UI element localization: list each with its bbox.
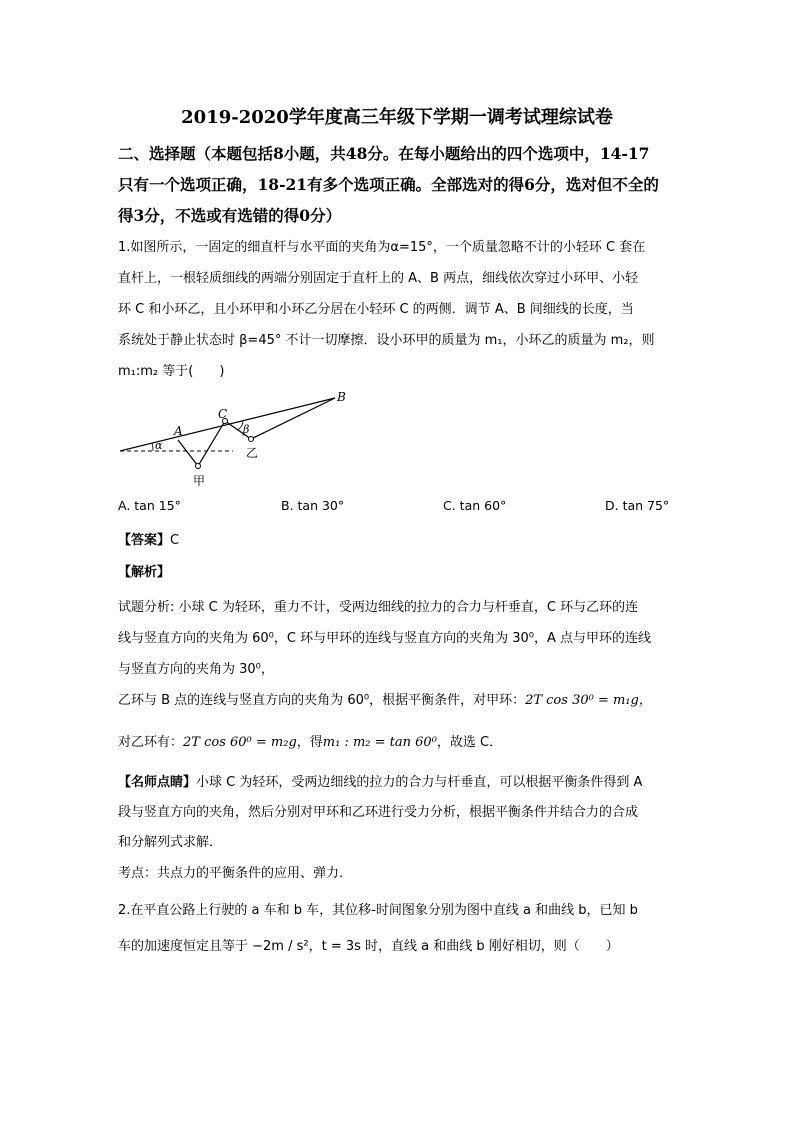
question-line: 直杆上，一根轻质细线的两端分别固定于直杆上的 A、B 两点，细线依次穿过小环甲、小轻 [118,271,639,286]
tip-tag: 【名师点睛】 [118,775,197,790]
tip-line: 和分解列式求解． [118,835,223,850]
option-a: A. tan 15° [118,498,181,513]
answer-tag: 【答案】 [118,533,171,548]
question-1-text [118,232,655,387]
section-header-line: 二、选择题（本题包括8小题，共48分。在每小题给出的四个选项中，14-17 [118,144,650,163]
question-2-text [118,893,638,965]
analysis-line: 试题分析: 小球 C 为轻环，重力不计，受两边细线的拉力的合力与杆垂直，C 环与乙环的连 [118,600,639,615]
analysis-text [118,592,651,685]
kaodian-line: 考点：共点力的平衡条件的应用、弹力． [118,866,353,881]
question-line: 2.在平直公路上行驶的 a 车和 b 车，其位移-时间图象分别为图中直线 a 和曲线 b，已知 b [118,903,638,918]
answer-value: C [170,533,180,548]
label-a: A [174,424,183,438]
alpha-arc [152,443,153,451]
equation-1: 2T cos 30⁰ = m₁g， [525,693,652,708]
tip-line: 小球 C 为轻环，受两边细线的拉力的合力与杆垂直，可以根据平衡条件得到 A [196,775,643,790]
tip-text [118,768,642,858]
equation-text: ，故选 C． [436,735,503,750]
question-line: 1.如图所示，一固定的细直杆与水平面的夹角为α=15°，一个质量忽略不计的小轻环 C 套在 [118,240,646,255]
equation-text: ，得 [296,735,323,750]
tip-line: 段与竖直方向的夹角，然后分别对甲环和乙环进行受力分析，根据平衡条件并结合力的合成 [118,805,639,820]
section-header-line: 只有一个选项正确，18-21有多个选项正确。全部选对的得6分，选对但不全的 [118,175,659,194]
question-1-options [118,498,678,518]
answer-line [118,529,179,548]
label-jia: 甲 [193,474,206,488]
label-c: C [218,407,228,421]
question-line: 环 C 和小环乙，且小环甲和小环乙分居在小轻环 C 的两侧．调节 A、B 间细线的长度，当 [118,302,634,317]
analysis-line: 与竖直方向的夹角为 30⁰， [118,662,274,677]
equation-text: 乙环与 B 点的连线与竖直方向的夹角为 60⁰，根据平衡条件，对甲环： [118,693,526,708]
question-line: m₁:m₂ 等于( ) [118,364,225,379]
equation-3: m₁ : m₂ = tan 60⁰ [322,735,437,750]
equation-text: 对乙环有： [118,735,184,750]
page-title: 2019-2020学年度高三年级下学期一调考试理综试卷 [181,107,613,128]
question-line: 系统处于静止状态时 β=45° 不计一切摩擦．设小环甲的质量为 m₁，小环乙的质量为 m₂，则 [118,333,655,348]
label-beta: β [243,423,250,436]
option-d: D. tan 75° [605,498,670,513]
option-b: B. tan 30° [281,498,345,513]
section-header-line: 得3分，不选或有选错的得0分） [118,206,342,225]
ring-jia [196,464,201,469]
equation-2: 2T cos 60⁰ = m₂g [183,735,297,750]
analysis-line: 线与竖直方向的夹角为 60⁰，C 环与甲环的连线与竖直方向的夹角为 30⁰，A 点与甲环的连线 [118,631,652,646]
label-alpha: α [155,439,163,452]
option-c: C. tan 60° [443,498,507,513]
ring-yi [249,437,254,442]
section-header [118,138,678,231]
label-b: B [337,390,346,404]
question-line: 车的加速度恒定且等于 −2m / s²，t = 3s 时，直线 a 和曲线 b 刚好相切，则（ ） [118,939,619,954]
equation-line-1 [118,689,652,708]
analysis-tag: 【解析】 [118,565,171,580]
equation-line-2 [118,731,502,750]
label-yi: 乙 [246,446,259,460]
rod-ring-figure [115,385,355,490]
